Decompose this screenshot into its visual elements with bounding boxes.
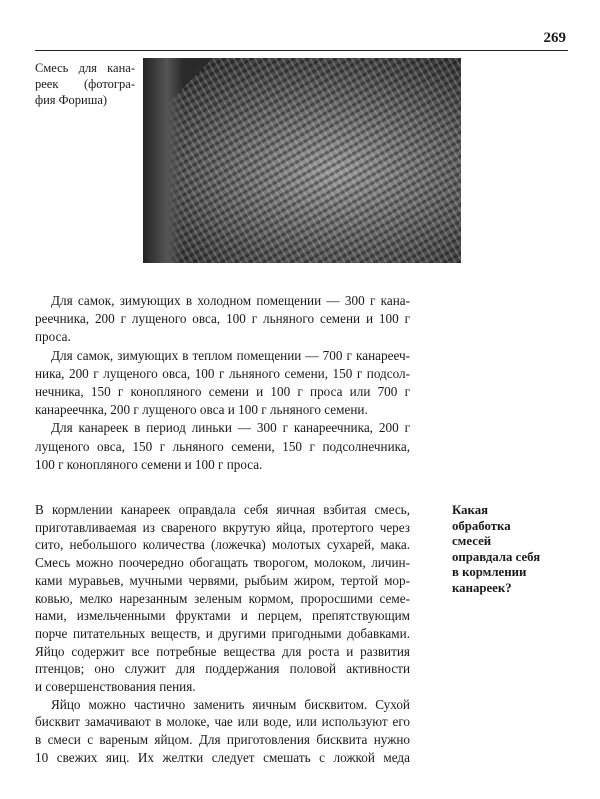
text-line: В кормлении канареек оправдала себя яичная взбитая смесь, (35, 502, 410, 517)
text-line: реечника, 200 г лущеного овса, 100 г льняного семени и 100 г (35, 311, 410, 327)
text-line: 100 г конопляного семени и 100 г проса. (35, 456, 263, 472)
margin-question-line: Какая (452, 503, 489, 517)
text-line: Для канареек в период линьки — 300 г канареечника, 200 г (51, 420, 410, 436)
caption-line: реек (фотогра- (35, 77, 135, 91)
text-line: нами, измельченными фруктами и перцем, препятствующим (35, 608, 410, 624)
margin-question-line: оправдала себя (452, 549, 541, 564)
margin-question-line: смесей (452, 534, 492, 548)
text-line: Для самок, зимующих в теплом помещении — 700 г канарееч- (51, 347, 410, 363)
text-line: нечника, 150 г конопляного семени и 100 г проса или 700 г (35, 384, 410, 400)
text-line: бисквит замачивают в молоке, чае или воде, или используют его (35, 714, 410, 730)
margin-question-line: в кормлении (452, 565, 527, 579)
text-line: Для самок, зимующих в холодном помещении — 300 г кана- (51, 293, 410, 308)
text-line: Смесь можно поочередно обогащать творогом, молоком, личин- (35, 555, 410, 571)
text-line: ковью, мелко нарезанным зеленым кормом, проросшими семе- (35, 590, 410, 606)
photo-tray-edge (143, 58, 183, 263)
text-line: сито, небольшого количества (ложечка) молотых сухарей, мака. (35, 537, 410, 553)
caption-line: Смесь для кана- (35, 61, 135, 75)
text-line: Яйцо содержит все потребные вещества для роста и развития (35, 643, 410, 659)
text-line: Яйцо можно частично заменить яичным бисквитом. Сухой (51, 696, 410, 712)
caption-line: фия Фориша) (35, 93, 108, 107)
header-rule (35, 50, 568, 51)
seed-mix-photo (143, 58, 461, 263)
photo-caption (35, 60, 135, 108)
text-line: птенцов; оно служит для поддержания половой активности (35, 661, 410, 677)
text-line: приготавливаемая из свареного вкрутую яйца, протертого через (35, 519, 410, 535)
text-line: 10 свежих яиц. Их желтки следует смешать с ложкой меда (35, 749, 410, 765)
page-number: 269 (543, 30, 566, 46)
text-line: в смеси с вареным яйцом. Для приготовления бисквита нужно (35, 732, 410, 748)
margin-question-line: обработка (452, 518, 511, 533)
egg-food-text (35, 501, 410, 767)
margin-question-line: канареек? (452, 580, 512, 595)
margin-question (452, 503, 540, 596)
text-line: проса. (35, 329, 71, 345)
text-line: ками муравьев, мучными червями, рыбьим жиром, тертой мор- (35, 572, 410, 588)
text-line: порче питательных веществ, и другими пригодными добавками. (35, 625, 410, 641)
text-line: и совершенствования пения. (35, 679, 196, 695)
text-line: ника, 200 г лущеного овса, 100 г льняного семени, 150 г подсол- (35, 365, 410, 381)
seed-mix-recipes (35, 292, 410, 474)
text-line: канареечнка, 200 г лущеного овса и 100 г льняного семени. (35, 402, 368, 418)
text-line: лущеного овса, 150 г льняного семени, 150 г подсолнечника, (35, 438, 410, 454)
